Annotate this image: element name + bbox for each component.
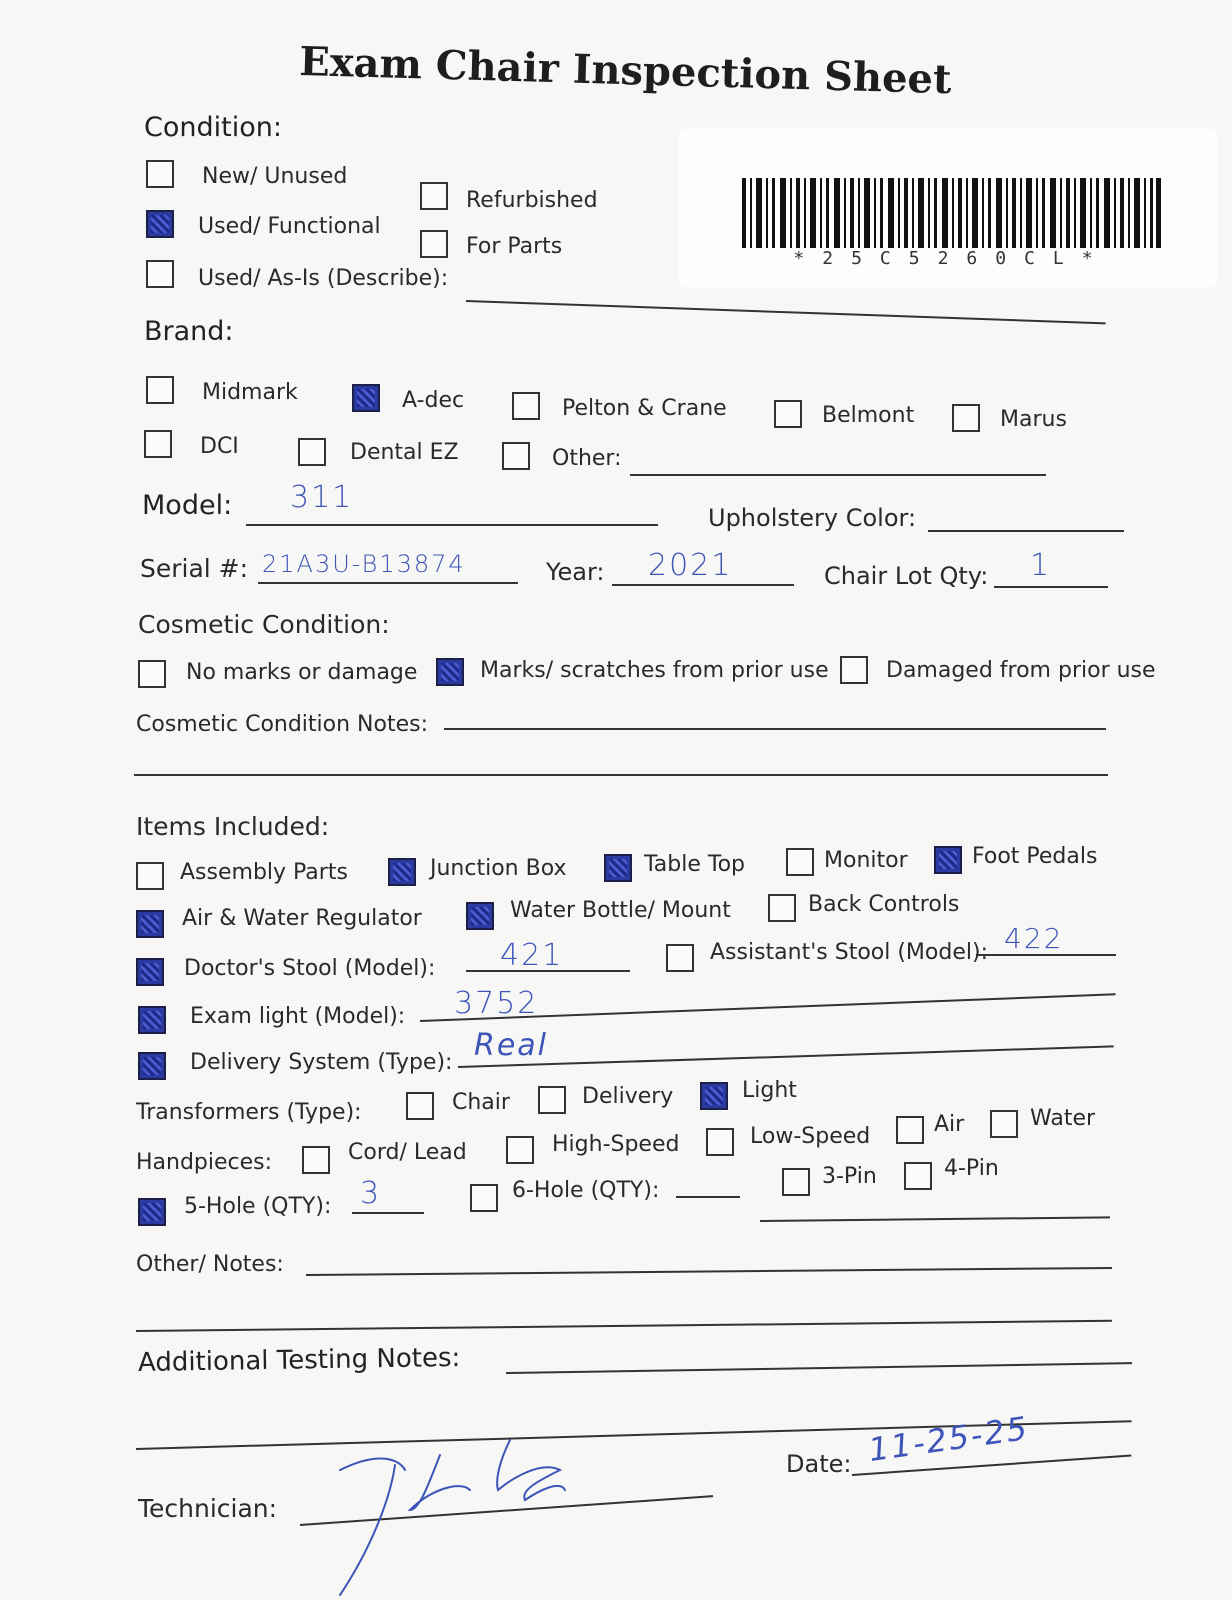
serial-label: Serial #: (140, 554, 249, 583)
condition-used-functional-label: Used/ Functional (198, 214, 381, 239)
brand-pelton-label: Pelton & Crane (562, 396, 727, 421)
transformer-chair-label: Chair (452, 1090, 510, 1115)
assistant-stool-checkbox[interactable] (666, 944, 694, 972)
cosmetic-marks-checkbox[interactable] (436, 658, 464, 686)
handpiece-lowspeed-label: Low-Speed (750, 1124, 871, 1149)
brand-marus-label: Marus (1000, 407, 1067, 432)
five-hole-line (352, 1212, 424, 1214)
four-pin-checkbox[interactable] (904, 1162, 932, 1190)
condition-used-asis-checkbox[interactable] (146, 260, 174, 288)
five-hole-checkbox[interactable] (138, 1198, 166, 1226)
assistant-stool-label: Assistant's Stool (Model): (710, 940, 988, 965)
upholstery-line[interactable] (928, 530, 1124, 532)
delivery-system-checkbox[interactable] (138, 1052, 166, 1080)
brand-midmark-label: Midmark (202, 380, 298, 405)
model-value[interactable]: 311 (290, 480, 354, 515)
other-notes-line-1[interactable] (306, 1267, 1112, 1276)
cosmetic-notes-label: Cosmetic Condition Notes: (136, 712, 429, 737)
monitor-label: Monitor (824, 848, 908, 873)
cosmetic-none-label: No marks or damage (186, 660, 418, 685)
brand-other-label: Other: (552, 446, 622, 471)
transformer-air-checkbox[interactable] (896, 1116, 924, 1144)
page-title: Exam Chair Inspection Sheet (298, 38, 953, 104)
cosmetic-damaged-checkbox[interactable] (840, 656, 868, 684)
delivery-system-value[interactable]: Real (474, 1028, 549, 1063)
brand-marus-checkbox[interactable] (952, 404, 980, 432)
model-line (246, 524, 658, 526)
three-pin-label: 3-Pin (822, 1164, 877, 1189)
transformer-delivery-label: Delivery (582, 1084, 674, 1109)
assistant-stool-value[interactable]: 422 (1004, 922, 1064, 955)
transformer-air-label: Air (934, 1112, 965, 1137)
delivery-system-label: Delivery System (Type): (190, 1050, 453, 1075)
brand-other-line[interactable] (630, 474, 1046, 476)
condition-refurbished-label: Refurbished (466, 188, 598, 213)
back-controls-label: Back Controls (808, 892, 960, 917)
assembly-checkbox[interactable] (136, 862, 164, 890)
handpiece-highspeed-checkbox[interactable] (506, 1136, 534, 1164)
air-water-label: Air & Water Regulator (182, 906, 422, 931)
brand-other-checkbox[interactable] (502, 442, 530, 470)
six-hole-checkbox[interactable] (470, 1184, 498, 1212)
delivery-system-line (458, 1045, 1114, 1068)
table-top-checkbox[interactable] (604, 854, 632, 882)
transformer-delivery-checkbox[interactable] (538, 1086, 566, 1114)
brand-adec-checkbox[interactable] (352, 384, 380, 412)
brand-adec-label: A-dec (402, 388, 465, 413)
lot-qty-value[interactable]: 1 (1030, 548, 1052, 583)
asis-describe-line[interactable] (466, 300, 1106, 324)
technician-label: Technician: (138, 1494, 278, 1523)
year-line (612, 584, 794, 586)
upholstery-label: Upholstery Color: (708, 504, 917, 532)
assistant-stool-line (976, 954, 1116, 956)
date-label: Date: (786, 1450, 852, 1478)
cosmetic-damaged-label: Damaged from prior use (886, 658, 1156, 683)
air-water-checkbox[interactable] (136, 910, 164, 938)
barcode-text: *25C5260CL* (793, 248, 1111, 269)
cosmetic-notes-line-1[interactable] (444, 728, 1106, 730)
transformers-label: Transformers (Type): (136, 1100, 362, 1125)
foot-pedals-label: Foot Pedals (972, 844, 1098, 869)
water-bottle-label: Water Bottle/ Mount (510, 898, 731, 923)
brand-midmark-checkbox[interactable] (146, 376, 174, 404)
cosmetic-heading: Cosmetic Condition: (138, 610, 390, 639)
doctor-stool-line (466, 970, 630, 972)
brand-heading: Brand: (144, 316, 234, 347)
cosmetic-marks-label: Marks/ scratches from prior use (480, 658, 829, 683)
junction-checkbox[interactable] (388, 858, 416, 886)
table-top-label: Table Top (644, 852, 746, 877)
condition-heading: Condition: (144, 112, 282, 143)
brand-belmont-checkbox[interactable] (774, 400, 802, 428)
condition-used-functional-checkbox[interactable] (146, 210, 174, 238)
brand-dentalez-label: Dental EZ (350, 440, 459, 465)
four-pin-label: 4-Pin (944, 1156, 999, 1181)
cosmetic-notes-line-2[interactable] (134, 774, 1108, 776)
transformer-chair-checkbox[interactable] (406, 1092, 434, 1120)
transformer-water-checkbox[interactable] (990, 1110, 1018, 1138)
technician-signature (320, 1420, 580, 1600)
brand-pelton-checkbox[interactable] (512, 392, 540, 420)
testing-notes-line-1[interactable] (506, 1362, 1132, 1374)
other-notes-line-2[interactable] (136, 1320, 1112, 1332)
five-hole-value[interactable]: 3 (360, 1176, 382, 1211)
serial-value[interactable]: 21A3U-B13874 (262, 550, 466, 578)
handpiece-cord-checkbox[interactable] (302, 1146, 330, 1174)
other-notes-label: Other/ Notes: (136, 1252, 284, 1277)
three-pin-checkbox[interactable] (782, 1168, 810, 1196)
condition-for-parts-label: For Parts (466, 234, 563, 259)
brand-belmont-label: Belmont (822, 403, 915, 428)
junction-label: Junction Box (430, 856, 567, 881)
serial-line (258, 582, 518, 584)
barcode-graphic (742, 178, 1162, 248)
handpieces-label: Handpieces: (136, 1150, 273, 1175)
monitor-checkbox[interactable] (786, 848, 814, 876)
year-value[interactable]: 2021 (648, 548, 733, 583)
water-bottle-checkbox[interactable] (466, 902, 494, 930)
brand-dentalez-checkbox[interactable] (298, 438, 326, 466)
condition-for-parts-checkbox[interactable] (420, 230, 448, 258)
condition-new-label: New/ Unused (202, 164, 348, 189)
back-controls-checkbox[interactable] (768, 894, 796, 922)
items-heading: Items Included: (136, 812, 330, 841)
cosmetic-none-checkbox[interactable] (138, 660, 166, 688)
date-value[interactable]: 11-25-25 (866, 1408, 1032, 1470)
transformer-light-checkbox[interactable] (700, 1082, 728, 1110)
testing-notes-label: Additional Testing Notes: (137, 1342, 461, 1378)
doctor-stool-checkbox[interactable] (136, 958, 164, 986)
handpiece-highspeed-label: High-Speed (552, 1132, 680, 1157)
condition-new-checkbox[interactable] (146, 160, 174, 188)
condition-used-asis-label: Used/ As-Is (Describe): (198, 266, 449, 291)
exam-light-value[interactable]: 3752 (454, 986, 539, 1021)
brand-dci-checkbox[interactable] (144, 430, 172, 458)
model-label: Model: (142, 490, 233, 521)
brand-dci-label: DCI (200, 434, 239, 459)
foot-pedals-checkbox[interactable] (934, 846, 962, 874)
transformer-light-label: Light (742, 1078, 797, 1103)
five-hole-label: 5-Hole (QTY): (184, 1194, 332, 1219)
doctor-stool-label: Doctor's Stool (Model): (184, 956, 436, 981)
handpiece-lowspeed-checkbox[interactable] (706, 1128, 734, 1156)
assembly-label: Assembly Parts (180, 860, 348, 885)
transformer-water-label: Water (1030, 1106, 1096, 1131)
condition-refurbished-checkbox[interactable] (420, 182, 448, 210)
handpieces-extra-line (760, 1216, 1110, 1222)
lot-qty-label: Chair Lot Qty: (824, 562, 989, 590)
exam-light-label: Exam light (Model): (190, 1004, 406, 1029)
six-hole-label: 6-Hole (QTY): (512, 1178, 660, 1203)
doctor-stool-value[interactable]: 421 (500, 938, 564, 973)
six-hole-line[interactable] (676, 1196, 740, 1198)
exam-light-checkbox[interactable] (138, 1006, 166, 1034)
year-label: Year: (546, 558, 605, 586)
handpiece-cord-label: Cord/ Lead (348, 1140, 467, 1165)
lot-qty-line (994, 586, 1108, 588)
